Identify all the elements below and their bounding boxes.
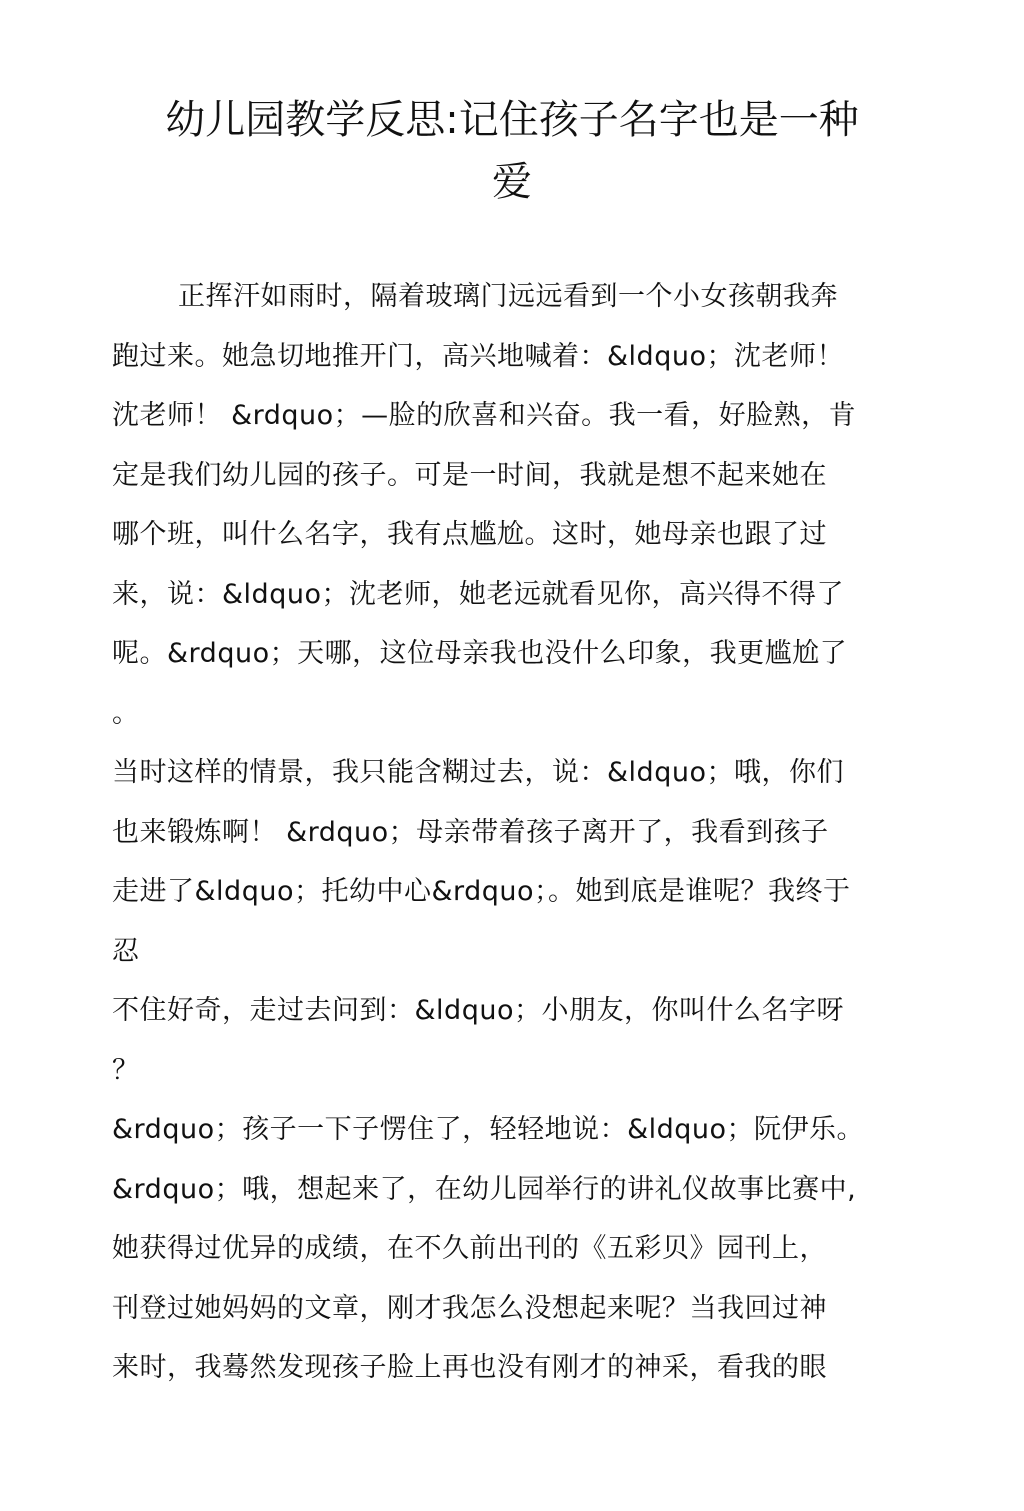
body-line: 来，说：&ldquo；沈老师，她老远就看见你，高兴得不得了 [112, 579, 844, 610]
body-line: 她获得过优异的成绩，在不久前出刊的《五彩贝》园刊上， [112, 1233, 827, 1264]
body-line: 走进了&ldquo；托幼中心&rdquo；。她到底是谁呢？我终于 [112, 876, 851, 907]
body-line: &rdquo；哦，想起来了，在幼儿园举行的讲礼仪故事比赛中, [112, 1174, 857, 1205]
body-line: 哪个班，叫什么名字，我有点尴尬。这时，她母亲也跟了过 [112, 519, 827, 550]
body-line: 跑过来。她急切地推开门，高兴地喊着：&ldquo；沈老师！ [112, 341, 844, 372]
body-line: 。 [112, 698, 140, 729]
document-title-line-2: 爱 [492, 159, 532, 205]
body-line: 定是我们幼儿园的孩子。可是一时间，我就是想不起来她在 [112, 460, 827, 491]
body-line: 刊登过她妈妈的文章，刚才我怎么没想起来呢？当我回过神 [112, 1293, 827, 1324]
body-line: 当时这样的情景，我只能含糊过去，说：&ldquo；哦，你们 [112, 757, 844, 788]
body-line: 也来锻炼啊！ &rdquo；母亲带着孩子离开了，我看到孩子 [112, 817, 829, 848]
body-line: 来时，我蓦然发现孩子脸上再也没有刚才的神采，看我的眼 [112, 1352, 827, 1383]
body-line: 呢。&rdquo；天哪，这位母亲我也没什么印象，我更尴尬了 [112, 638, 848, 669]
body-line: ？ [112, 1055, 140, 1086]
body-line: 沈老师！ &rdquo；—脸的欣喜和兴奋。我一看，好脸熟，肯 [112, 400, 857, 431]
body-line: &rdquo；孩子一下子愣住了，轻轻地说：&ldquo；阮伊乐。 [112, 1114, 865, 1145]
document-title-line-1: 幼儿园教学反思:记住孩子名字也是一种 [165, 97, 859, 143]
body-line: 忍 [112, 936, 140, 967]
body-line: 正挥汗如雨时，隔着玻璃门远远看到一个小女孩朝我奔 [178, 281, 838, 312]
body-line: 不住好奇，走过去问到：&ldquo；小朋友，你叫什么名字呀 [112, 995, 844, 1026]
